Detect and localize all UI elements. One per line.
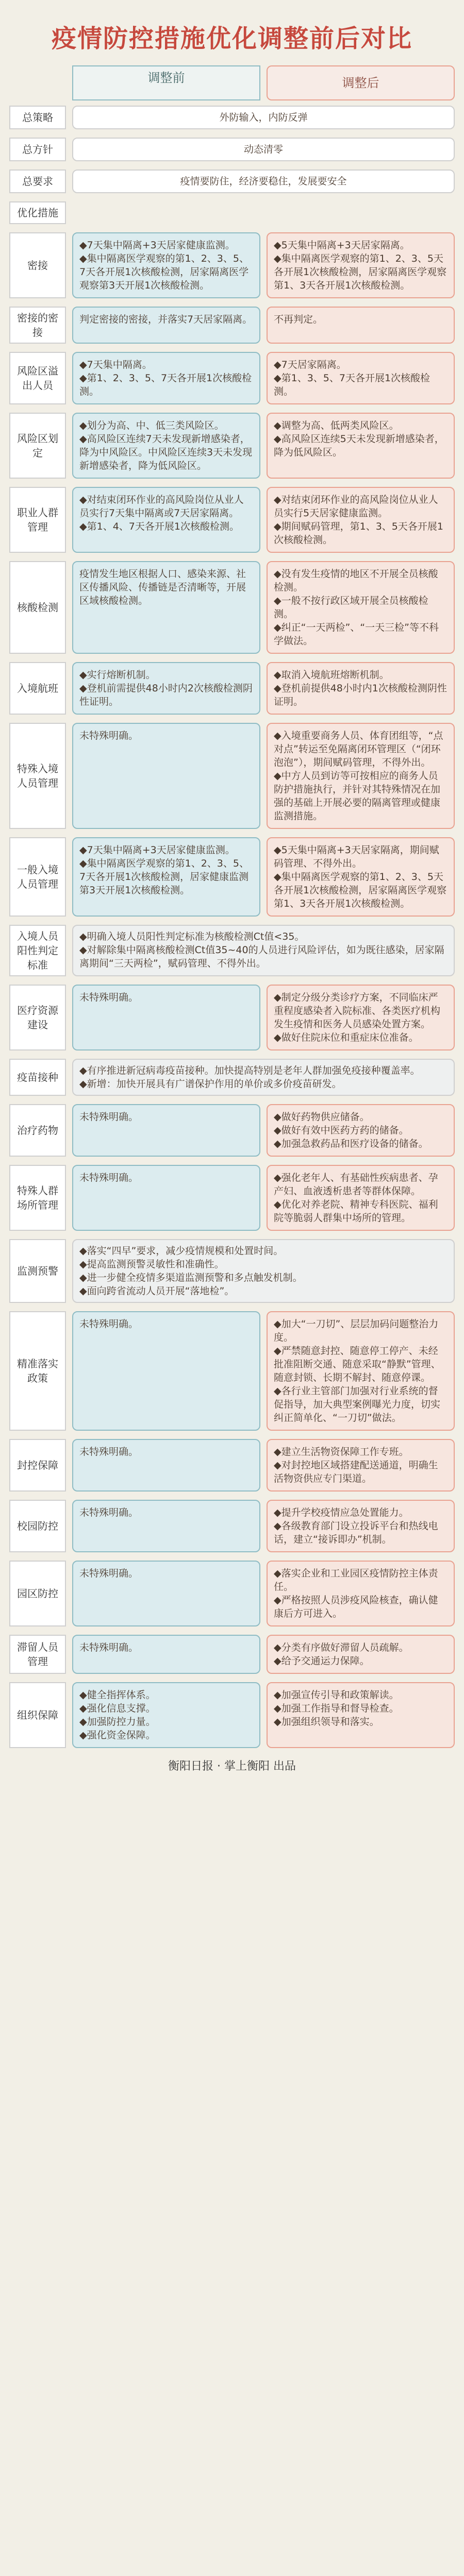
row-label: 监测预警 [9, 1239, 66, 1303]
row-shared-text: ◆落实“四早”要求，减少疫情规模和处置时间。 ◆提高监测预警灵敏性和准确性。 ◆进一步健全疫情多渠道监测预警和多点触发机制。 ◆面向跨省流动人员开展“落地检”。 [72, 1239, 455, 1303]
overview-row [9, 106, 455, 129]
section-label: 优化措施 [9, 201, 66, 224]
row-before: 未特殊明确。 [72, 1500, 260, 1552]
row-before: 未特殊明确。 [72, 985, 260, 1050]
comparison-row [9, 1059, 455, 1096]
row-before: ◆实行熔断机制。 ◆登机前需提供48小时内2次核酸检测阴性证明。 [72, 662, 260, 715]
row-before: ◆7天集中隔离+3天居家健康监测。 ◆集中隔离医学观察的第1、2、3、5、7天各开展1次核酸检测，居家隔离医学观察第3天开展1次核酸检测。 [72, 232, 260, 298]
row-after: ◆提升学校疫情应急处置能力。 ◆各级教育部门设立投诉平台和热线电话，建立“接诉即办”机制。 [267, 1500, 455, 1552]
page-title: 疫情防控措施优化调整前后对比 [51, 24, 412, 53]
comparison-row [9, 1561, 455, 1626]
after-header: 调整后 [267, 65, 455, 100]
comparison-row [9, 837, 455, 917]
row-after: 不再判定。 [267, 307, 455, 344]
comparison-row [9, 1311, 455, 1431]
overview-row [9, 170, 455, 193]
comparison-row [9, 413, 455, 479]
row-after: ◆入境重要商务人员、体育团组等，“点对点”转运至免隔离闭环管理区（“闭环泡泡”），期间赋码管理，不得外出。 ◆中方人员到访等可按相应的商务人员防护措施执行，并针对其特殊情况在加强的基础上开展必要的隔离管理或健康监测措施。 [267, 723, 455, 829]
row-shared-text: ◆有序推进新冠病毒疫苗接种。加快提高特别是老年人群加强免疫接种覆盖率。 ◆新增：加快开展具有广谱保护作用的单价或多价疫苗研发。 [72, 1059, 455, 1096]
overview-text: 动态清零 [72, 138, 455, 161]
row-after: ◆强化老年人、有基础性疾病患者、孕产妇、血液透析患者等群体保障。 ◆优化对养老院、精神专科医院、福利院等脆弱人群集中场所的管理。 [267, 1165, 455, 1231]
row-before: 未特殊明确。 [72, 1635, 260, 1674]
row-label: 滞留人员管理 [9, 1635, 66, 1674]
comparison-row [9, 1439, 455, 1492]
row-label: 疫苗接种 [9, 1059, 66, 1096]
comparison-row [9, 1239, 455, 1303]
comparison-row [9, 1500, 455, 1552]
row-label: 入境人员阳性判定标准 [9, 925, 66, 976]
row-label: 风险区溢出人员 [9, 352, 66, 404]
overview-text: 疫情要防住，经济要稳住，发展要安全 [72, 170, 455, 193]
row-after: ◆加大“一刀切”、层层加码问题整治力度。 ◆严禁随意封控、随意停工停产、未经批准阻断交通、随意采取“静默”管理、随意封锁、长期不解封、随意停课。 ◆各行业主管部门加强对行业系统的督促指导，加大典型案例曝光力度，切实纠正简单化、“一刀切”做法。 [267, 1311, 455, 1431]
row-label: 精准落实政策 [9, 1311, 66, 1431]
row-before: ◆健全指挥体系。 ◆强化信息支撑。 ◆加强防控力量。 ◆强化资金保障。 [72, 1682, 260, 1748]
row-after: ◆没有发生疫情的地区不开展全员核酸检测。 ◆一般不按行政区域开展全员核酸检测。 ◆纠正“一天两检”、“一天三检”等不科学做法。 [267, 561, 455, 654]
comparison-row [9, 723, 455, 829]
row-before: ◆对结束闭环作业的高风险岗位从业人员实行7天集中隔离或7天居家隔离。 ◆第1、4、7天各开展1次核酸检测。 [72, 487, 260, 553]
section-label-row [9, 201, 455, 224]
comparison-row [9, 925, 455, 976]
row-label: 入境航班 [9, 662, 66, 715]
row-before: 未特殊明确。 [72, 1439, 260, 1492]
row-label: 核酸检测 [9, 561, 66, 654]
row-label: 密接的密接 [9, 307, 66, 344]
row-label: 封控保障 [9, 1439, 66, 1492]
row-before: 未特殊明确。 [72, 1561, 260, 1626]
comparison-row [9, 1635, 455, 1674]
comparison-row [9, 561, 455, 654]
row-before: 未特殊明确。 [72, 723, 260, 829]
comparison-row [9, 1165, 455, 1231]
row-shared-text: ◆明确入境人员阳性判定标准为核酸检测Ct值<35。 ◆对解除集中隔离核酸检测Ct值35~40的人员进行风险评估，如为既往感染，居家隔离期间“三天两检”，赋码管理、不得外出。 [72, 925, 455, 976]
comparison-row [9, 307, 455, 344]
overview-text: 外防输入，内防反弹 [72, 106, 455, 129]
comparison-row [9, 985, 455, 1050]
row-label: 特殊人群场所管理 [9, 1165, 66, 1231]
row-label: 校园防控 [9, 1500, 66, 1552]
row-after: ◆分类有序做好滞留人员疏解。 ◆给予交通运力保障。 [267, 1635, 455, 1674]
overview-label: 总策略 [9, 106, 66, 129]
row-after: ◆做好药物供应储备。 ◆做好有效中医药方药的储备。 ◆加强急救药品和医疗设备的储备。 [267, 1104, 455, 1157]
row-before: 未特殊明确。 [72, 1104, 260, 1157]
row-after: ◆7天居家隔离。 ◆第1、3、5、7天各开展1次核酸检测。 [267, 352, 455, 404]
before-header: 调整前 [72, 65, 260, 100]
row-label: 职业人群管理 [9, 487, 66, 553]
comparison-row [9, 1104, 455, 1157]
row-label: 一般入境人员管理 [9, 837, 66, 917]
comparison-row [9, 1682, 455, 1748]
row-label: 治疗药物 [9, 1104, 66, 1157]
column-headers [9, 65, 455, 100]
row-label: 组织保障 [9, 1682, 66, 1748]
row-before: 判定密接的密接，并落实7天居家隔离。 [72, 307, 260, 344]
row-after: ◆加强宣传引导和政策解读。 ◆加强工作指导和督导检查。 ◆加强组织领导和落实。 [267, 1682, 455, 1748]
row-before: ◆7天集中隔离+3天居家健康监测。 ◆集中隔离医学观察的第1、2、3、5、7天各开展1次核酸检测，居家健康监测第3天开展1次核酸检测。 [72, 837, 260, 917]
row-after: ◆制定分级分类诊疗方案，不同临床严重程度感染者入院标准、各类医疗机构发生疫情和医务人员感染处置方案。 ◆做好住院床位和重症床位准备。 [267, 985, 455, 1050]
row-label: 特殊入境人员管理 [9, 723, 66, 829]
row-before: ◆7天集中隔离。 ◆第1、2、3、5、7天各开展1次核酸检测。 [72, 352, 260, 404]
row-label: 医疗资源建设 [9, 985, 66, 1050]
row-after: ◆5天集中隔离+3天居家隔离，期间赋码管理、不得外出。 ◆集中隔离医学观察的第1、2、3、5天各开展1次核酸检测，居家隔离医学观察第1、3天各开展1次核酸检测。 [267, 837, 455, 917]
row-label: 园区防控 [9, 1561, 66, 1626]
row-after: ◆5天集中隔离+3天居家隔离。 ◆集中隔离医学观察的第1、2、3、5天各开展1次核酸检测，居家隔离医学观察第1、3天各开展1次核酸检测。 [267, 232, 455, 298]
comparison-row [9, 487, 455, 553]
overview-label: 总要求 [9, 170, 66, 193]
overview [0, 106, 464, 193]
row-before: 未特殊明确。 [72, 1311, 260, 1431]
row-after: ◆落实企业和工业园区疫情防控主体责任。 ◆严格按照人员涉疫风险核查，确认健康后方可进入。 [267, 1561, 455, 1626]
comparison-row [9, 662, 455, 715]
overview-row [9, 138, 455, 161]
row-label: 密接 [9, 232, 66, 298]
row-label: 风险区划定 [9, 413, 66, 479]
overview-label: 总方针 [9, 138, 66, 161]
comparison-row [9, 232, 455, 298]
row-after: ◆取消入境航班熔断机制。 ◆登机前提供48小时内1次核酸检测阴性证明。 [267, 662, 455, 715]
row-after: ◆对结束闭环作业的高风险岗位从业人员实行5天居家健康监测。 ◆期间赋码管理，第1、3、5天各开展1次核酸检测。 [267, 487, 455, 553]
row-before: ◆划分为高、中、低三类风险区。 ◆高风险区连续7天未发现新增感染者，降为中风险区。中风险区连续3天未发现新增感染者，降为低风险区。 [72, 413, 260, 479]
row-after: ◆调整为高、低两类风险区。 ◆高风险区连续5天未发现新增感染者，降为低风险区。 [267, 413, 455, 479]
row-before: 未特殊明确。 [72, 1165, 260, 1231]
row-before: 疫情发生地区根据人口、感染来源、社区传播风险、传播链是否清晰等，开展区域核酸检测。 [72, 561, 260, 654]
comparison-row [9, 352, 455, 404]
row-after: ◆建立生活物资保障工作专班。 ◆对封控地区域搭建配送通道，明确生活物资供应专门渠道。 [267, 1439, 455, 1492]
comparison-table [0, 232, 464, 1748]
footer: 衡阳日报 · 掌上衡阳 出品 [168, 1760, 296, 1773]
